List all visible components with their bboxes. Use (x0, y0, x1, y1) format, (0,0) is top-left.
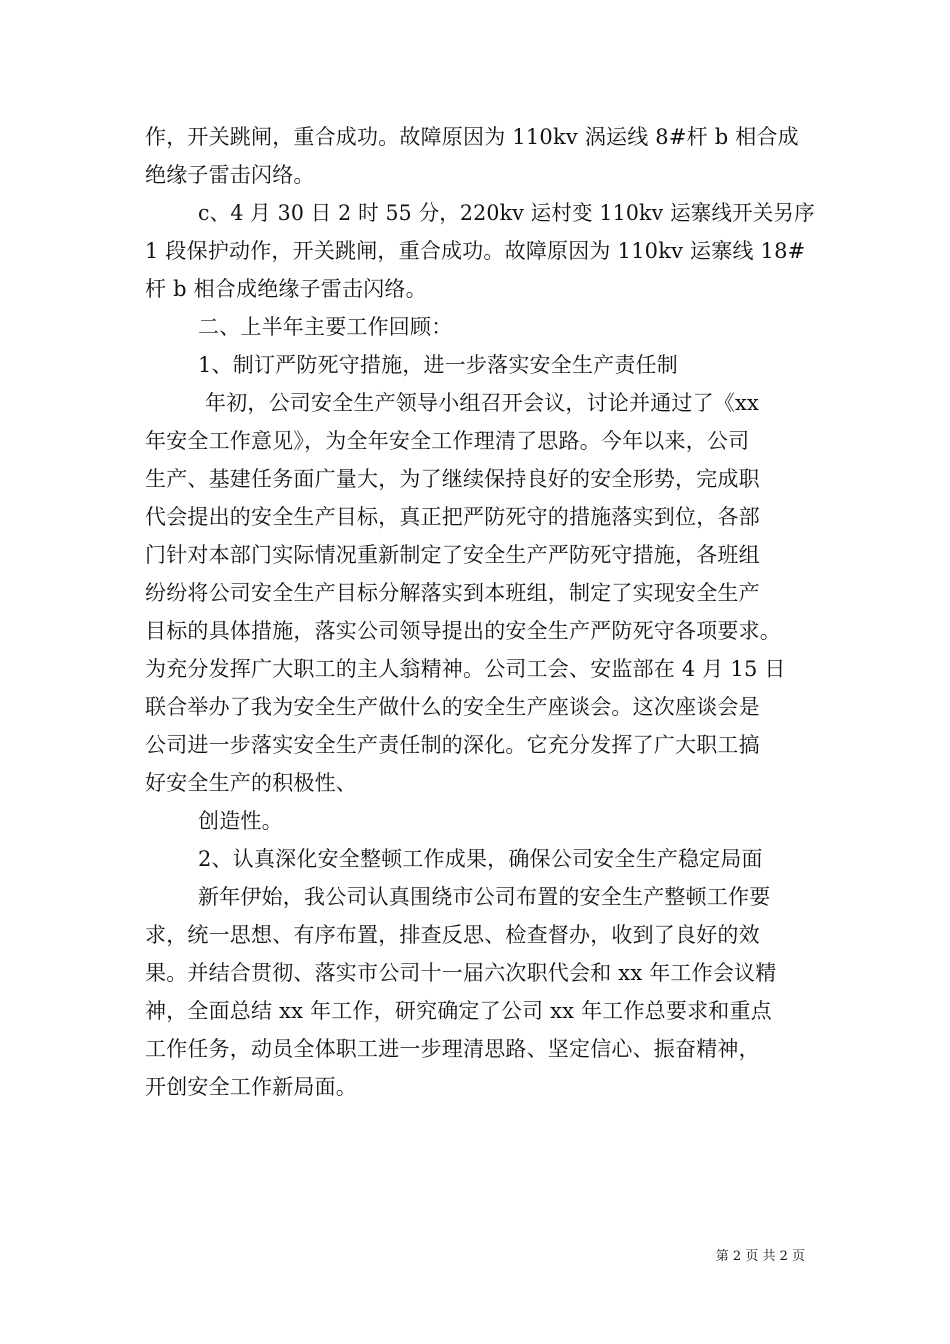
text-line: 联合举办了我为安全生产做什么的安全生产座谈会。这次座谈会是 (145, 695, 760, 719)
text-line: 为充分发挥广大职工的主人翁精神。公司工会、安监部在 4 月 15 日 (145, 657, 786, 681)
text-line: 创造性。 (198, 809, 283, 833)
text-line: 开创安全工作新局面。 (145, 1075, 357, 1099)
subsection-heading: 1、制订严防死守措施，进一步落实安全生产责任制 (198, 353, 678, 377)
section-heading: 二、上半年主要工作回顾： (198, 315, 453, 339)
text-line: 生产、基建任务面广量大，为了继续保持良好的安全形势，完成职 (145, 467, 760, 491)
text-line: 年安全工作意见》，为全年安全工作理清了思路。今年以来，公司 (145, 429, 750, 453)
text-line: 好安全生产的积极性、 (145, 771, 357, 795)
text-line: 绝缘子雷击闪络。 (145, 163, 315, 187)
text-line: 作，开关跳闸，重合成功。故障原因为 110kv 涡运线 8#杆 b 相合成 (145, 125, 799, 149)
text-line: 果。并结合贯彻、落实市公司十一届六次职代会和 xx 年工作会议精 (145, 961, 777, 985)
subsection-heading: 2、认真深化安全整顿工作成果，确保公司安全生产稳定局面 (198, 847, 763, 871)
text-line: 求，统一思想、有序布置，排查反思、检查督办，收到了良好的效 (145, 923, 760, 947)
text-line: 神，全面总结 xx 年工作，研究确定了公司 xx 年工作总要求和重点 (145, 999, 772, 1023)
page-number: 第 2 页 共 2 页 (715, 1249, 805, 1264)
text-line: 1 段保护动作，开关跳闸，重合成功。故障原因为 110kv 运寨线 18# (145, 239, 806, 263)
text-line: 公司进一步落实安全生产责任制的深化。它充分发挥了广大职工搞 (145, 733, 760, 757)
text-line: 门针对本部门实际情况重新制定了安全生产严防死守措施，各班组 (145, 543, 760, 567)
text-line: 代会提出的安全生产目标，真正把严防死守的措施落实到位，各部 (145, 505, 760, 529)
text-line: 目标的具体措施，落实公司领导提出的安全生产严防死守各项要求。 (145, 619, 781, 643)
text-line: c、4 月 30 日 2 时 55 分，220kv 运村变 110kv 运寨线开关另序 (198, 201, 815, 225)
text-line: 年初，公司安全生产领导小组召开会议，讨论并通过了《xx (205, 391, 760, 415)
text-line: 工作任务，动员全体职工进一步理清思路、坚定信心、振奋精神， (145, 1037, 760, 1061)
text-line: 杆 b 相合成绝缘子雷击闪络。 (145, 277, 427, 301)
text-line: 新年伊始，我公司认真围绕市公司布置的安全生产整顿工作要 (198, 885, 771, 909)
text-line: 纷纷将公司安全生产目标分解落实到本班组，制定了实现安全生产 (145, 581, 760, 605)
